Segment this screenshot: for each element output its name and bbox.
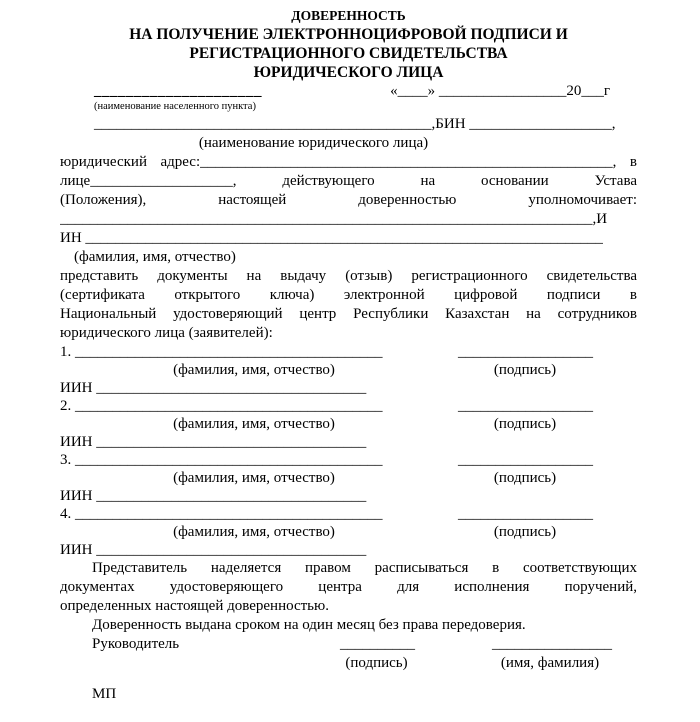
entry-name-row xyxy=(60,397,637,415)
entry-name-row xyxy=(60,451,637,469)
body-paragraph-line-4: юридического лица (заявителей): xyxy=(60,325,273,341)
entry-sign-caption: (подпись) xyxy=(493,362,557,378)
settlement-blank-line: _____________________ xyxy=(94,83,262,99)
representative-line-3: определенных настоящей доверенностью. xyxy=(60,598,329,614)
settlement-date-row xyxy=(60,82,637,101)
entry-name-line: 2. _________________________________________ xyxy=(60,398,383,414)
person-line: лице___________________, действующего на основании Устава xyxy=(60,173,637,189)
settlement-caption: (наименование населенного пункта) xyxy=(94,101,256,112)
entry-iin-line: ИИН ____________________________________ xyxy=(60,542,367,558)
entry-sign-line: __________________ xyxy=(458,398,593,414)
entry-sign-caption: (подпись) xyxy=(493,470,557,486)
address-line: юридический адрес:_______________________________________________________, в xyxy=(60,154,637,170)
entry-sign-caption: (подпись) xyxy=(493,524,557,540)
fio-caption: (фамилия, имя, отчество) xyxy=(74,249,236,265)
entry-2 xyxy=(60,397,637,451)
doc-title-line-2: НА ПОЛУЧЕНИЕ ЭЛЕКТРОННОЦИФРОВОЙ ПОДПИСИ И xyxy=(129,26,568,43)
entry-3 xyxy=(60,451,637,505)
entry-iin-line: ИИН ____________________________________ xyxy=(60,380,367,396)
entity-caption: (наименование юридического лица) xyxy=(198,135,429,151)
entry-sign-line: __________________ xyxy=(458,452,593,468)
entry-sign-line: __________________ xyxy=(458,344,593,360)
entry-name-line: 3. _________________________________________ xyxy=(60,452,383,468)
body-paragraph-line-2: (сертификата открытого ключа) электронной цифровой подписи в xyxy=(60,287,637,303)
entry-name-row xyxy=(60,343,637,361)
representative-line-1: Представитель наделяется правом расписываться в соответствующих xyxy=(92,560,637,576)
entry-fio-caption: (фамилия, имя, отчество) xyxy=(173,362,335,378)
entry-iin-line: ИИН ____________________________________ xyxy=(60,488,367,504)
stamp-label: МП xyxy=(92,686,117,702)
body-paragraph-line-3: Национальный удостоверяющий центр Республики Казахстан на сотрудников xyxy=(60,306,637,322)
entry-sign-line: __________________ xyxy=(458,506,593,522)
attorney-blank-line: _______________________________________________________________________,И xyxy=(60,211,608,227)
body-paragraph-line-1: представить документы на выдачу (отзыв) регистрационного свидетельства xyxy=(60,268,637,284)
entry-iin-line: ИИН ____________________________________ xyxy=(60,434,367,450)
entry-name-line: 4. _________________________________________ xyxy=(60,506,383,522)
doc-title-line-1: ДОВЕРЕННОСТЬ xyxy=(291,8,406,23)
representative-line-2: документах удостоверяющего центра для исполнения поручений, xyxy=(60,579,637,595)
entry-caption-row xyxy=(60,415,637,433)
head-signature-row xyxy=(60,635,637,654)
head-caption-row xyxy=(60,654,637,673)
sign-caption: (подпись) xyxy=(345,655,408,671)
entry-sign-caption: (подпись) xyxy=(493,416,557,432)
entry-caption-row xyxy=(60,361,637,379)
entry-fio-caption: (фамилия, имя, отчество) xyxy=(173,470,335,486)
name-caption: (имя, фамилия) xyxy=(500,655,600,671)
entry-1 xyxy=(60,343,637,397)
head-sign-blank-line: __________ xyxy=(340,636,415,652)
in-blank-line: ИН _____________________________________________________________________ xyxy=(60,230,603,246)
entry-fio-caption: (фамилия, имя, отчество) xyxy=(173,524,335,540)
entry-4 xyxy=(60,505,637,559)
term-line: Доверенность выдана сроком на один месяц без права передоверия. xyxy=(92,617,526,633)
date-blank-line: «____» _________________20___г xyxy=(390,83,610,99)
entry-fio-caption: (фамилия, имя, отчество) xyxy=(173,416,335,432)
entry-name-row xyxy=(60,505,637,523)
head-name-blank-line: ________________ xyxy=(492,636,612,652)
authorize-line: (Положения), настоящей доверенностью уполномочивает: xyxy=(60,192,637,208)
entry-caption-row xyxy=(60,523,637,541)
head-label: Руководитель xyxy=(92,636,180,652)
entry-name-line: 1. _________________________________________ xyxy=(60,344,383,360)
entity-blank-line: _____________________________________________,БИН ___________________, xyxy=(94,116,616,132)
entry-caption-row xyxy=(60,469,637,487)
doc-title-line-3: РЕГИСТРАЦИОННОГО СВИДЕТЕЛЬСТВА xyxy=(189,45,508,62)
doc-title-line-4: ЮРИДИЧЕСКОГО ЛИЦА xyxy=(253,64,444,81)
